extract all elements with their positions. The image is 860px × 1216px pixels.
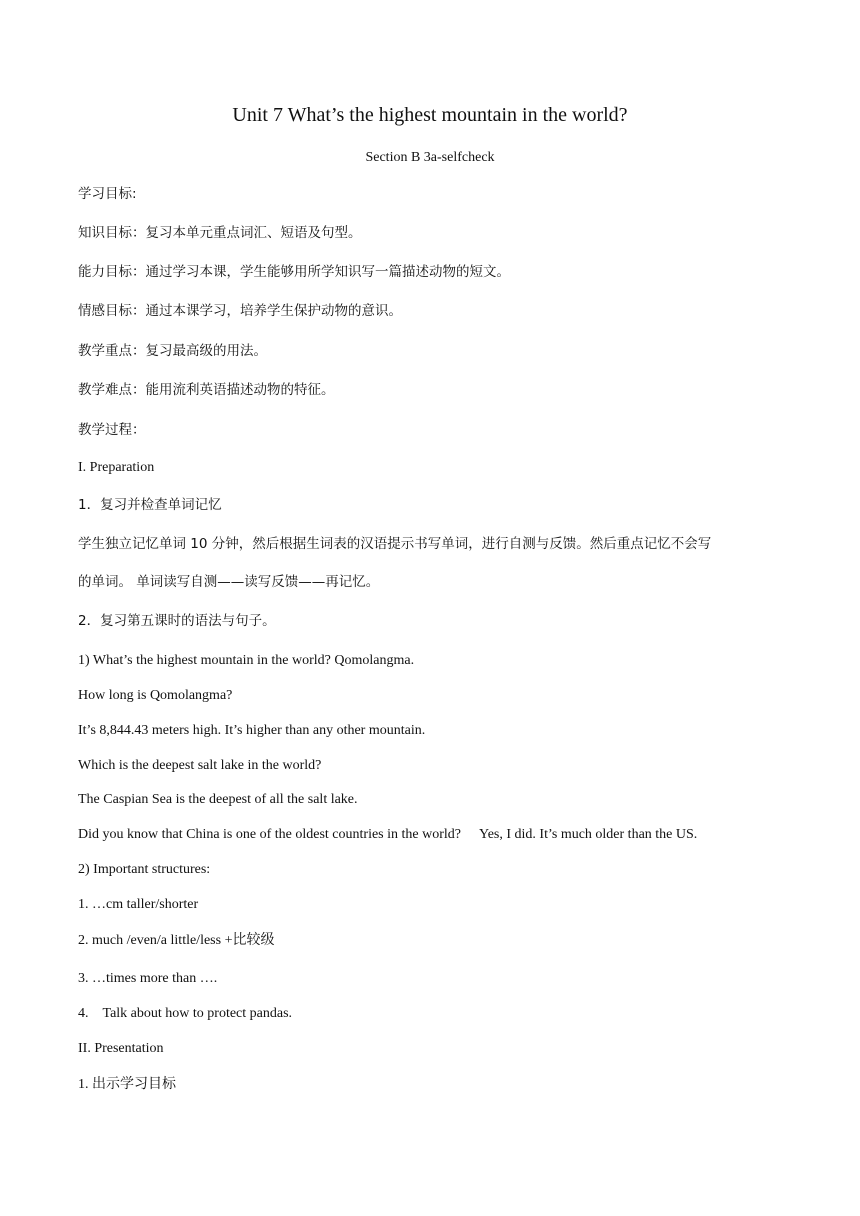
sentence-1: 1) What’s the highest mountain in the world? Qomolangma. bbox=[78, 653, 415, 668]
sentence-5: The Caspian Sea is the deepest of all the salt lake. bbox=[78, 792, 358, 807]
key-point: 教学重点：复习最高级的用法。 bbox=[78, 343, 267, 359]
knowledge-objective: 知识目标：复习本单元重点词汇、短语及句型。 bbox=[78, 225, 362, 241]
structure-1: 1. …cm taller/shorter bbox=[78, 897, 199, 912]
preparation-item-2: 2．复习第五课时的语法与句子。 bbox=[78, 613, 276, 629]
document-title: Unit 7 What’s the highest mountain in the world? bbox=[232, 104, 628, 126]
ability-objective: 能力目标：通过学习本课，学生能够用所学知识写一篇描述动物的短文。 bbox=[78, 264, 510, 280]
sentence-4: Which is the deepest salt lake in the world? bbox=[78, 758, 322, 773]
preparation-item-1-description-line-1: 学生独立记忆单词 10 分钟，然后根据生词表的汉语提示书写单词，进行自测与反馈。然后重点记忆不会写 bbox=[78, 536, 712, 552]
preparation-heading: I. Preparation bbox=[78, 460, 155, 475]
emotion-objective: 情感目标：通过本课学习，培养学生保护动物的意识。 bbox=[78, 303, 402, 319]
structure-4-number: 4. bbox=[78, 1006, 89, 1021]
difficult-point: 教学难点：能用流利英语描述动物的特征。 bbox=[78, 382, 335, 398]
structure-3: 3. …times more than …. bbox=[78, 971, 218, 986]
sentence-6 bbox=[78, 825, 697, 845]
sentence-3: It’s 8,844.43 meters high. It’s higher than any other mountain. bbox=[78, 723, 426, 738]
presentation-item-1: 1. 出示学习目标 bbox=[78, 1077, 176, 1092]
document-subtitle: Section B 3a-selfcheck bbox=[365, 150, 495, 165]
sentence-2: How long is Qomolangma? bbox=[78, 688, 233, 703]
structure-4-text: Talk about how to protect pandas. bbox=[102, 1006, 293, 1021]
preparation-item-1-description-line-2: 的单词。 单词读写自测——读写反馈——再记忆。 bbox=[78, 574, 380, 590]
sentence-6-answer: Yes, I did. It’s much older than the US. bbox=[479, 827, 698, 842]
presentation-heading: II. Presentation bbox=[78, 1041, 164, 1056]
sentence-6-question: Did you know that China is one of the oldest countries in the world? bbox=[78, 827, 461, 842]
teaching-process-heading: 教学过程： bbox=[78, 422, 146, 438]
structures-heading: 2) Important structures: bbox=[78, 862, 211, 877]
structure-2: 2. much /even/a little/less +比较级 bbox=[78, 933, 275, 948]
objectives-heading: 学习目标: bbox=[78, 186, 137, 202]
structure-4 bbox=[78, 1004, 292, 1024]
preparation-item-1: 1．复习并检查单词记忆 bbox=[78, 497, 222, 513]
